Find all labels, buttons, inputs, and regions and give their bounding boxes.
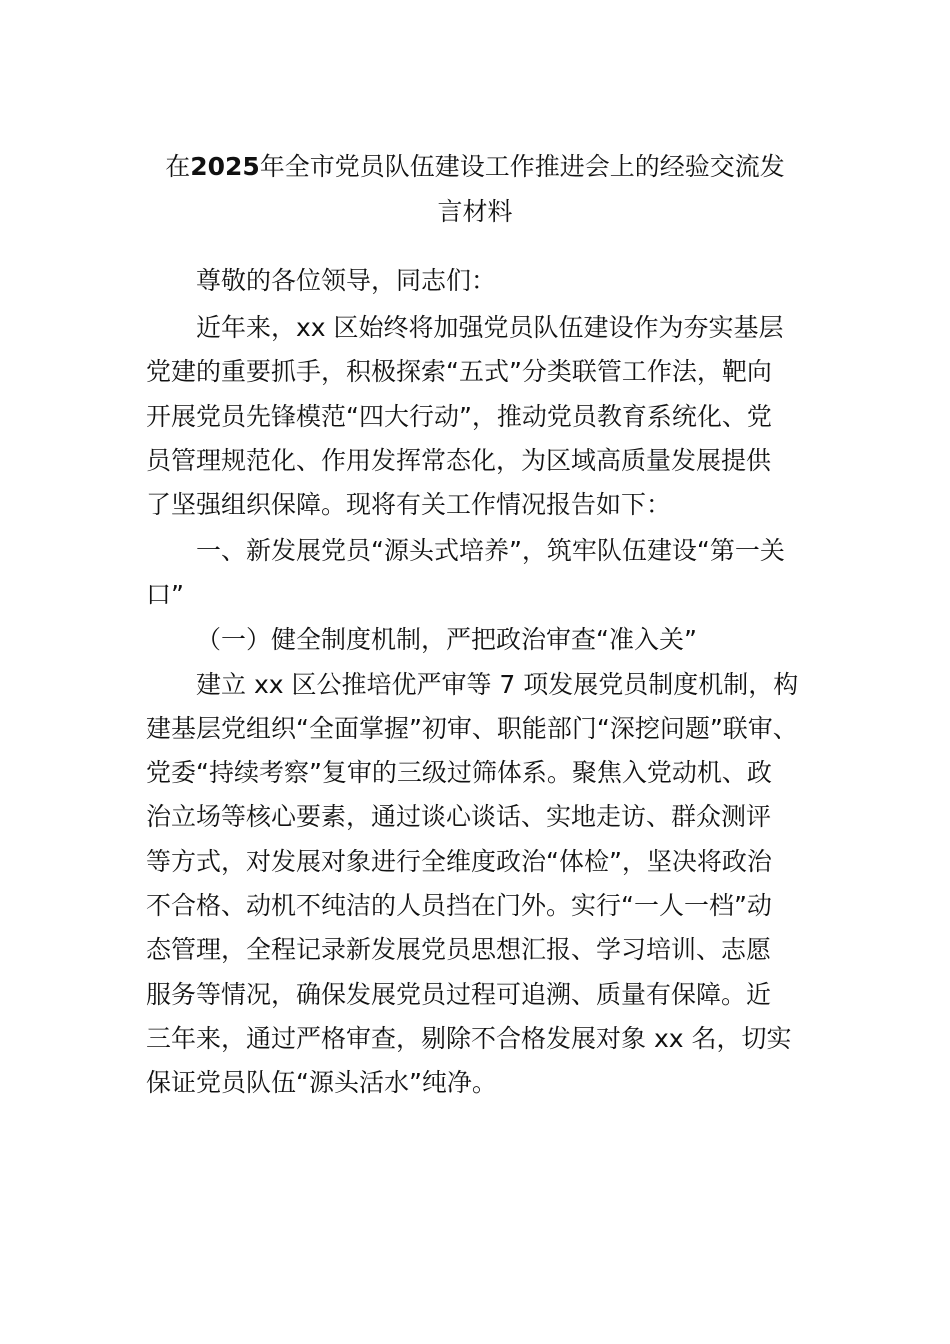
paragraph-line: 党建的重要抓手，积极探索“五式”分类联管工作法，靶向 [146,357,772,386]
salutation: 尊敬的各位领导，同志们： [196,266,497,295]
heading-line: 一、新发展党员“源头式培养”，筑牢队伍建设“第一关 [196,536,785,565]
paragraph-line: 服务等情况，确保发展党员过程可追溯、质量有保障。近 [146,980,772,1009]
paragraph-line: 三年来，通过严格审查，剔除不合格发展对象 xx 名，切实 [146,1024,792,1053]
heading-line: 口” [146,580,184,609]
paragraph-line: 建立 xx 区公推培优严审等 7 项发展党员制度机制，构 [196,670,799,699]
paragraph-line: 近年来，xx 区始终将加强党员队伍建设作为夯实基层 [196,313,784,342]
paragraph-line: 员管理规范化、作用发挥常态化，为区域高质量发展提供 [146,446,772,475]
paragraph-line: 态管理，全程记录新发展党员思想汇报、学习培训、志愿 [146,935,772,964]
title-rest: 年全市党员队伍建设工作推进会上的经验交流发 [259,152,785,181]
paragraph-line: 不合格、动机不纯洁的人员挡在门外。实行“一人一档”动 [146,891,772,920]
paragraph-line: 等方式，对发展对象进行全维度政治“体检”，坚决将政治 [146,847,772,876]
title-year: 2025 [190,152,260,181]
paragraph-line: 建基层党组织“全面掌握”初审、职能部门“深挖问题”联审、 [146,714,798,743]
paragraph-line: 治立场等核心要素，通过谈心谈话、实地走访、群众测评 [146,802,772,831]
paragraph-line: 保证党员队伍“源头活水”纯净。 [146,1068,497,1097]
paragraph-line: 了坚强组织保障。现将有关工作情况报告如下： [146,490,672,519]
paragraph-line: 党委“持续考察”复审的三级过筛体系。聚焦入党动机、政 [146,758,772,787]
title-prefix: 在 [165,152,191,181]
document-title-line-1 [0,152,950,182]
subsection-1-heading: （一）健全制度机制，严把政治审查“准入关” [196,625,697,654]
document-title-line-2: 言材料 [437,197,513,226]
paragraph-line: 开展党员先锋模范“四大行动”，推动党员教育系统化、党 [146,402,772,431]
